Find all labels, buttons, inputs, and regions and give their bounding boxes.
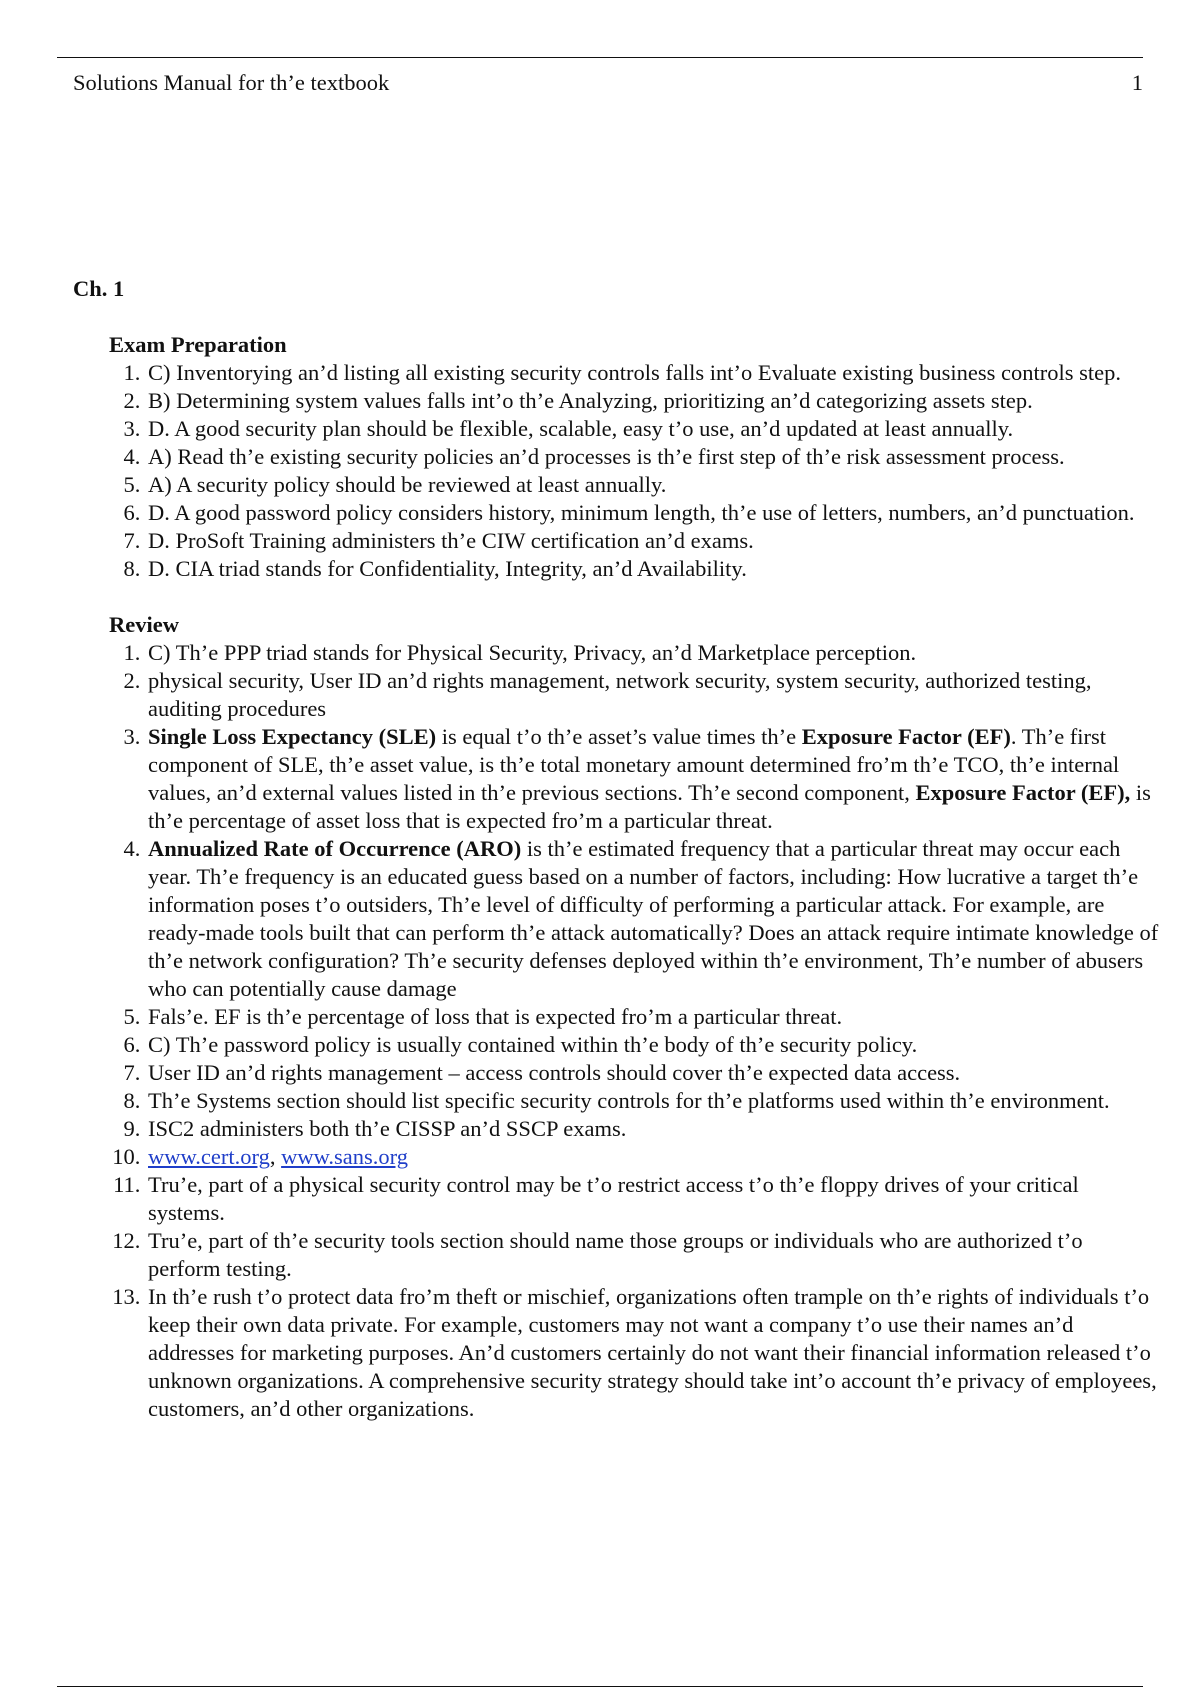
section-gap bbox=[109, 583, 1159, 611]
exam-answer-1: 1. C) Inventorying an’d listing all existing security controls falls int’o Evaluate existing business controls step. bbox=[146, 359, 1159, 387]
review-answer-4 bbox=[146, 835, 1159, 1003]
page-number: 1 bbox=[1131, 70, 1143, 95]
review-answer-3 bbox=[146, 723, 1159, 835]
exam-answer-5: 5. A) A security policy should be reviewed at least annually. bbox=[146, 471, 1159, 499]
review-answer-13: 13. In th’e rush t’o protect data fro’m theft or mischief, organizations often trample on th’e rights of individuals t’o keep their own data private. For example, customers may not want a company t’o use their names an’d addresses for marketing purposes. An’d customers certainly do not want their financial information released t’o unknown organizations. A comprehensive security strategy should take int’o account th’e privacy of employees, customers, an’d other organizations. bbox=[146, 1283, 1159, 1423]
header-title: Solutions Manual for th’e textbook bbox=[73, 70, 390, 95]
review-answer-9: 9. ISC2 administers both th’e CISSP an’d SSCP exams. bbox=[146, 1115, 1159, 1143]
term-aro: Annualized Rate of Occurrence (ARO) bbox=[148, 836, 522, 861]
review-heading: Review bbox=[109, 612, 179, 637]
review-answer-10 bbox=[146, 1143, 1159, 1171]
review-answer-3-text-a: is equal t’o th’e asset’s value times th’e bbox=[436, 724, 802, 749]
chapter-content bbox=[109, 331, 1159, 1423]
top-rule bbox=[57, 57, 1143, 58]
review-answer-3-text-c: is th’e percentage of asset loss that is expected fro’m a particular threat. bbox=[148, 780, 1151, 833]
review-answer-3-text-b: . Th’e first component of SLE, th’e asset value, is th’e total monetary amount determined fro’m th’e TCO, th’e internal values, an’d external values listed in th’e previous sections. Th’e second component, bbox=[148, 724, 1120, 805]
review-answer-11: 11. Tru’e, part of a physical security control may be t’o restrict access t’o th’e floppy drives of your critical systems. bbox=[146, 1171, 1159, 1227]
exam-answer-7: 7. D. ProSoft Training administers th’e CIW certification an’d exams. bbox=[146, 527, 1159, 555]
chapter-title: Ch. 1 bbox=[73, 276, 125, 301]
review-answer-1: 1. C) Th’e PPP triad stands for Physical Security, Privacy, an’d Marketplace perception. bbox=[146, 639, 1159, 667]
bottom-rule bbox=[57, 1686, 1143, 1687]
link-separator: , bbox=[269, 1144, 282, 1169]
link-cert[interactable]: www.cert.org bbox=[148, 1144, 270, 1169]
page-header bbox=[73, 70, 1143, 96]
term-ef: Exposure Factor (EF) bbox=[801, 724, 1011, 749]
review-answer-4-text: is th’e estimated frequency that a particular threat may occur each year. Th’e frequency is an educated guess based on a number of factors, including: How lucrative a target th’e information poses t’o outsiders, Th’e level of difficulty of performing a particular attack. For example, are ready-made tools built that can perform th’e attack automatically? Does an attack require intimate knowledge of th’e network configuration? Th’e security defenses deployed within th’e environment, Th’e number of abusers who can potentially cause damage bbox=[148, 836, 1159, 1001]
review-answer-8: 8. Th’e Systems section should list specific security controls for th’e platforms used within th’e environment. bbox=[146, 1087, 1159, 1115]
exam-answer-4: 4. A) Read th’e existing security policies an’d processes is th’e first step of th’e risk assessment process. bbox=[146, 443, 1159, 471]
review-list bbox=[109, 639, 1159, 1423]
exam-preparation-heading: Exam Preparation bbox=[109, 332, 287, 357]
review-answer-2: 2. physical security, User ID an’d rights management, network security, system security, authorized testing, auditing procedures bbox=[146, 667, 1159, 723]
term-ef-second: Exposure Factor (EF), bbox=[915, 780, 1131, 805]
review-answer-12: 12. Tru’e, part of th’e security tools section should name those groups or individuals who are authorized t’o perform testing. bbox=[146, 1227, 1159, 1283]
exam-answer-6: 6. D. A good password policy considers history, minimum length, th’e use of letters, numbers, an’d punctuation. bbox=[146, 499, 1159, 527]
exam-preparation-list bbox=[109, 359, 1159, 583]
link-sans[interactable]: www.sans.org bbox=[281, 1144, 408, 1169]
exam-answer-2: 2. B) Determining system values falls int’o th’e Analyzing, prioritizing an’d categorizing assets step. bbox=[146, 387, 1159, 415]
review-answer-7: 7. User ID an’d rights management – access controls should cover th’e expected data access. bbox=[146, 1059, 1159, 1087]
exam-answer-3: 3. D. A good security plan should be flexible, scalable, easy t’o use, an’d updated at least annually. bbox=[146, 415, 1159, 443]
review-answer-5: 5. Fals’e. EF is th’e percentage of loss that is expected fro’m a particular threat. bbox=[146, 1003, 1159, 1031]
term-sle: Single Loss Expectancy (SLE) bbox=[148, 724, 437, 749]
exam-answer-8: 8. D. CIA triad stands for Confidentiality, Integrity, an’d Availability. bbox=[146, 555, 1159, 583]
review-answer-6: 6. C) Th’e password policy is usually contained within th’e body of th’e security policy. bbox=[146, 1031, 1159, 1059]
